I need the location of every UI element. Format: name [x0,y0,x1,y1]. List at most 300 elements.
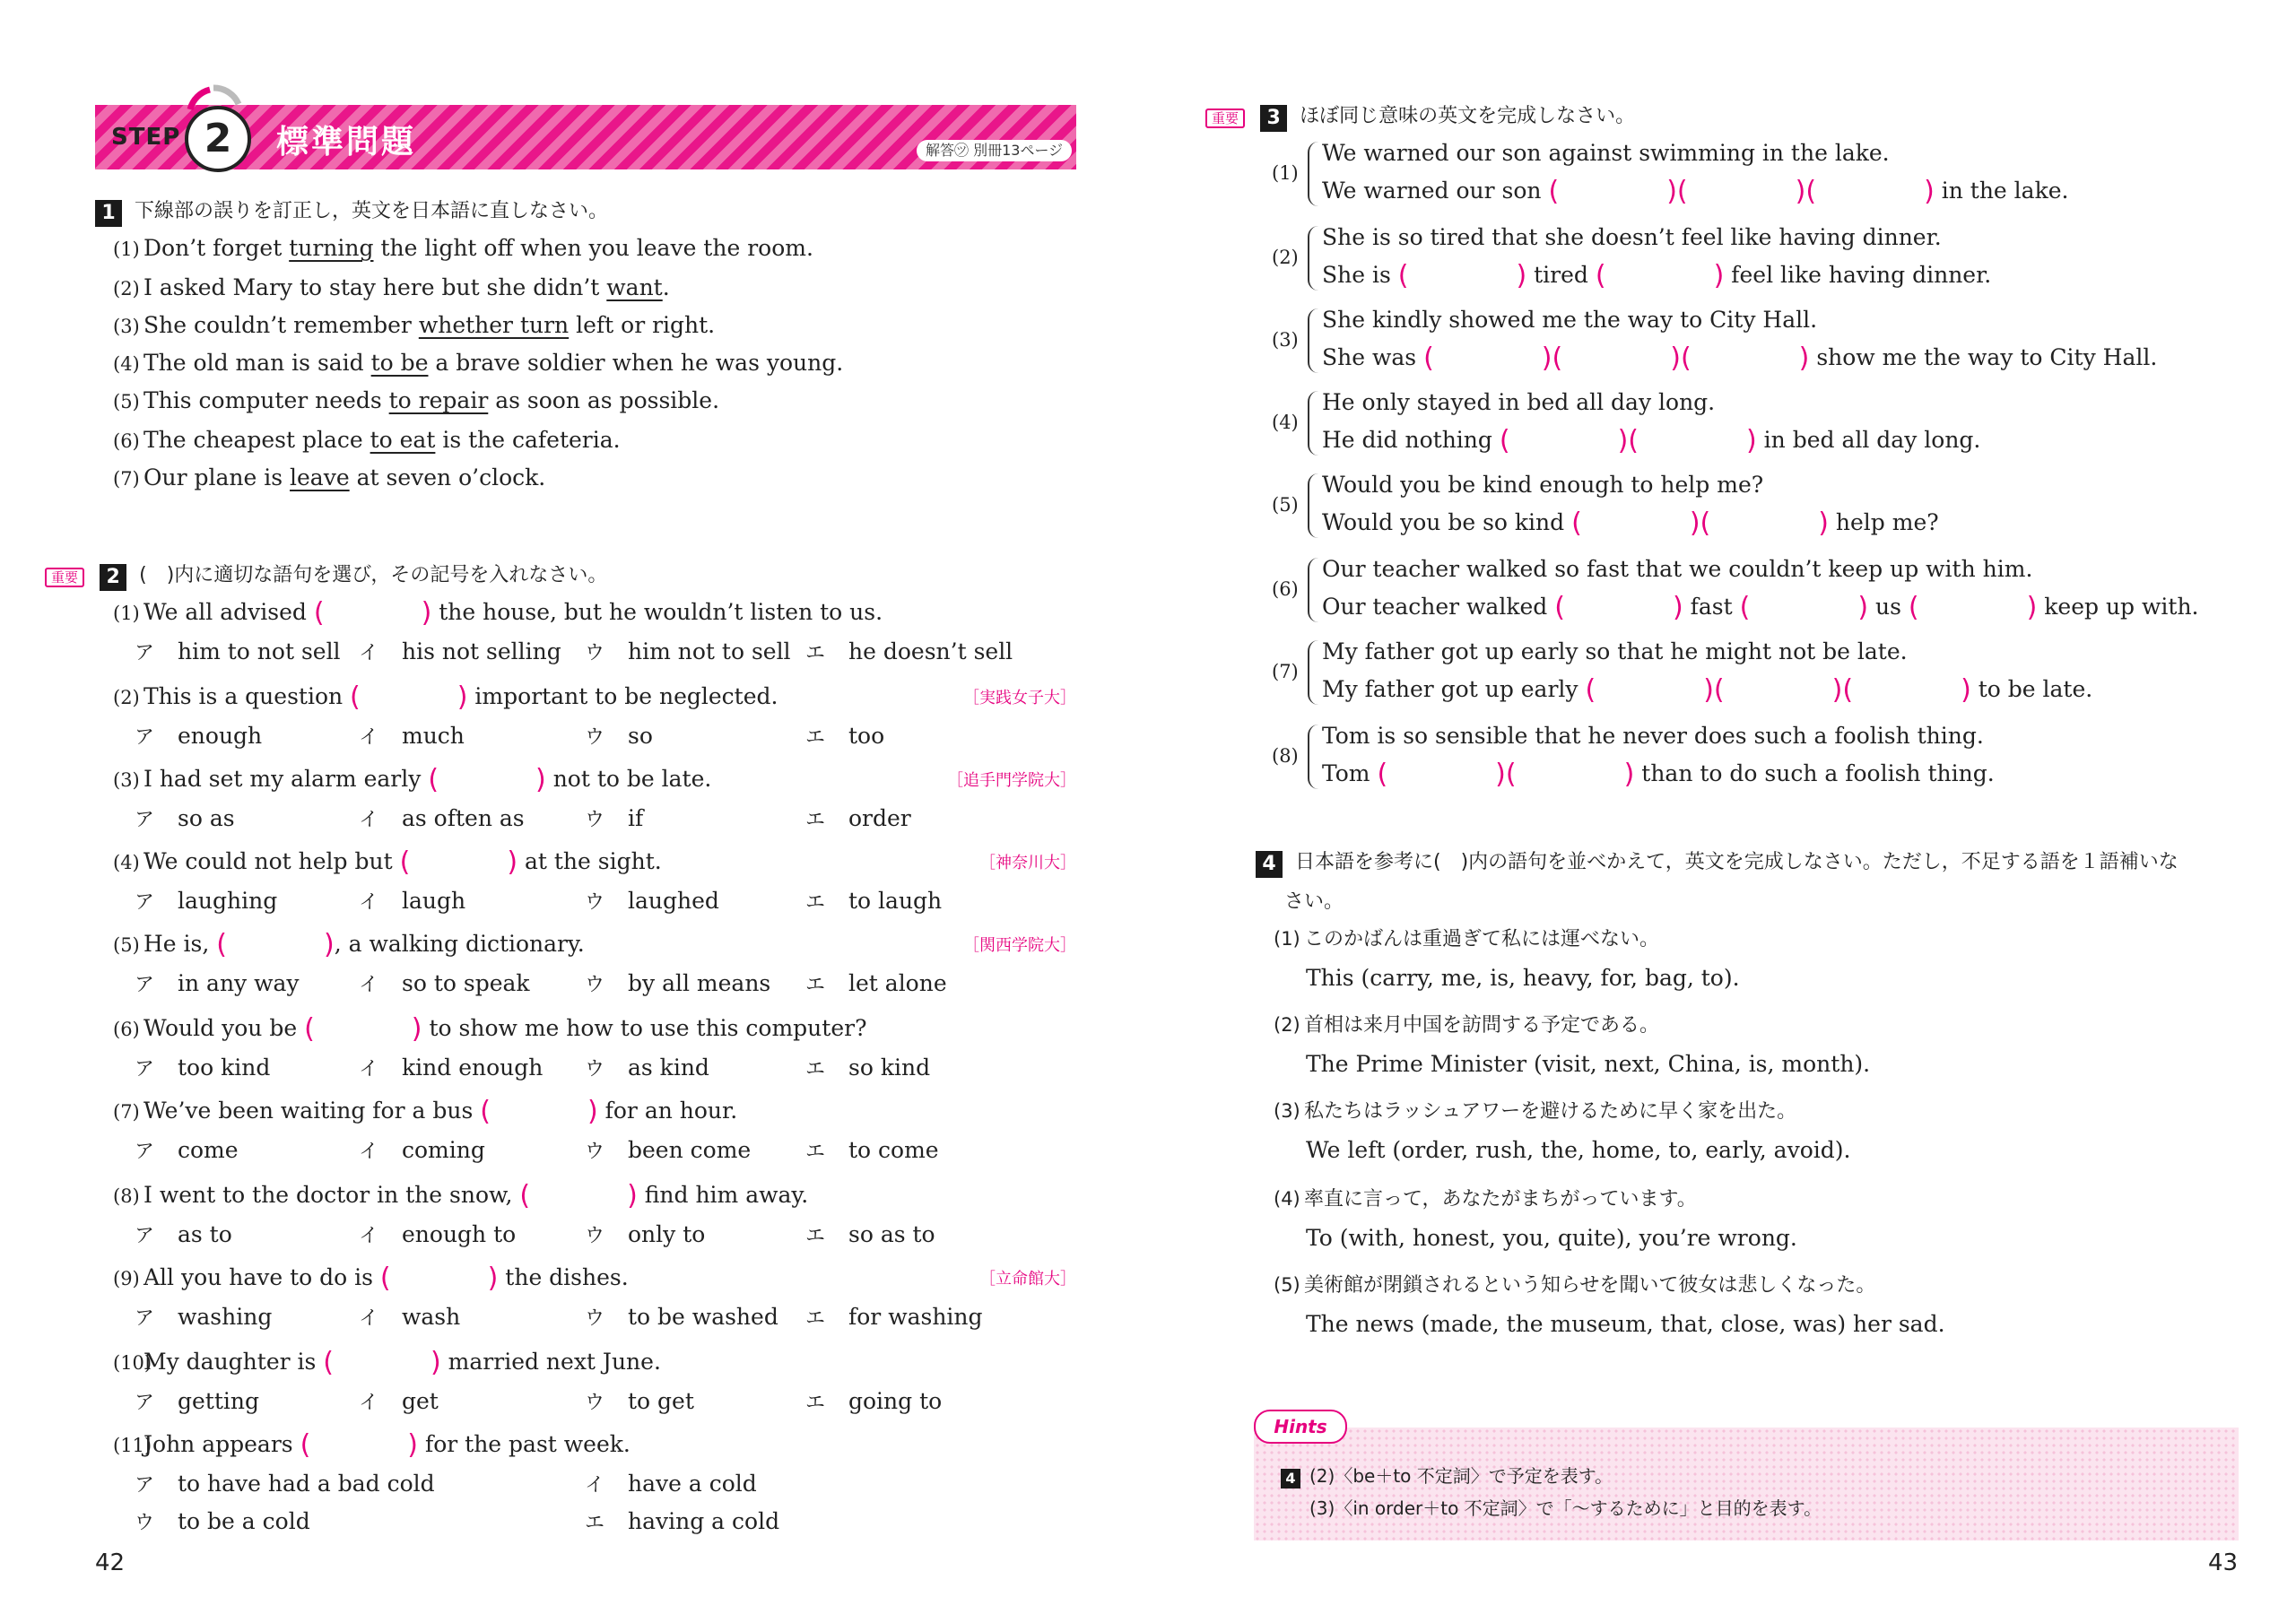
item-number: (2) [1272,247,1299,268]
option-text: going to [848,1388,943,1414]
option[interactable] [805,1304,983,1332]
option-marker: エ [805,974,826,996]
answer-blank[interactable]: ( ) [428,764,546,795]
option[interactable] [585,723,653,751]
option[interactable] [805,638,1013,667]
option-marker: イ [359,1307,379,1330]
q2-item [113,1349,661,1376]
sentence-b-post: to be late. [1970,676,2093,702]
option[interactable] [805,888,942,916]
answer-blank[interactable]: ( ) [1805,176,1935,207]
item-text-post: not to be late. [545,766,712,792]
item-text-pre: Don’t forget [144,235,290,261]
underlined-error[interactable]: turning [289,235,374,261]
answer-blank[interactable]: ( ) [323,1347,441,1378]
answer-blank[interactable]: ( ) [1505,759,1635,790]
option[interactable] [585,888,719,916]
q3-instruction [1205,100,1635,132]
q4-item-japanese [1274,1185,1697,1213]
hints-line-1-text: (2)〈be＋to 不定詞〉で予定を表す。 [1309,1465,1613,1487]
hints-line-2: (3)〈in order＋to 不定詞〉で「〜するために」と目的を表す。 [1309,1497,1822,1519]
option-marker: ウ [585,726,605,749]
item-text-pre: I went to the doctor in the snow, [144,1182,520,1208]
option-marker: ウ [585,974,605,996]
japanese-text: 率直に言って，あなたがまちがっています。 [1304,1188,1697,1211]
item-text-pre: All you have to do is [144,1264,380,1290]
source-university: ［立命館大］ [979,1270,1076,1289]
item-number: (3) [1274,1100,1300,1122]
q4-instruction-line1: 日本語を参考に( )内の語句を並べかえて，英文を完成しなさい。ただし，不足する語を１語補いな [1295,851,2179,873]
item-number: (11) [113,1435,152,1456]
option-marker: ウ [585,642,605,664]
option-text: too [848,723,885,749]
option[interactable] [805,805,911,834]
answer-blank[interactable]: ( ) [1676,176,1806,207]
page-number-right: 43 [2208,1549,2239,1576]
item-number: (2) [113,278,140,299]
q1-item [113,464,545,492]
answer-blank[interactable]: ( ) [1554,592,1683,623]
option-marker: ア [135,1474,155,1497]
option-text: getting [178,1388,259,1414]
option-marker: ウ [585,1392,605,1414]
option[interactable] [585,638,791,667]
answer-blank[interactable]: ( ) [1552,343,1681,374]
answer-reference: 解答㋡ 別冊13ページ [917,140,1072,161]
option[interactable] [135,638,341,667]
q1-item [113,427,621,455]
option-text: laughed [628,888,719,914]
step-number-circle: 2 [185,106,251,172]
sentence-b [1322,676,2092,704]
item-number: (3) [113,316,140,337]
option[interactable] [359,638,561,667]
item-text-pre: We’ve been waiting for a bus [144,1098,481,1124]
q2-item [113,1431,631,1459]
item-number: (5) [113,391,140,412]
option-marker: エ [805,1058,826,1081]
option-marker: イ [359,1058,379,1081]
step-label: STEP [111,124,181,151]
q2-item [113,1264,629,1292]
sentence-b-post: in the lake. [1934,178,2069,204]
answer-blank[interactable]: ( ) [1628,425,1757,456]
option-marker: ア [135,891,155,914]
option-text: to come [848,1137,939,1163]
sentence-b-post: help me? [1828,509,1939,535]
q1-item [113,235,813,263]
answer-blank[interactable]: ( ) [480,1096,598,1127]
option-text: enough [178,723,263,749]
option[interactable] [135,1137,239,1166]
option[interactable] [135,723,262,751]
item-text-post: . [662,274,670,300]
item-number: (10) [113,1352,152,1374]
sentence-a: He only stayed in bed all day long. [1322,389,1716,415]
sentence-b-mid: fast [1683,594,1740,620]
option-text: to have had a bad cold [178,1471,435,1497]
item-text-pre: She couldn’t remember [144,312,419,338]
answer-blank[interactable]: ( ) [300,1429,418,1461]
option-text: been come [628,1137,752,1163]
option-text: too kind [178,1055,271,1081]
option-marker: ア [135,1392,155,1414]
option[interactable] [359,970,530,999]
q4-item-english[interactable]: This (carry, me, is, heavy, for, bag, to). [1306,965,1740,991]
answer-blank[interactable]: ( ) [1842,674,1971,706]
q3-number: 3 [1260,105,1287,132]
answer-blank[interactable]: ( ) [1548,176,1677,207]
item-number: (7) [113,1101,140,1123]
underlined-error[interactable]: want [606,274,663,300]
option-text: so to speak [402,970,530,996]
option-text: for washing [848,1304,983,1330]
item-number: (4) [1274,1188,1300,1210]
q4-item-english[interactable]: The news (made, the museum, that, close, was) her sad. [1306,1311,1945,1337]
option[interactable] [359,1055,543,1083]
option-marker: ウ [585,1307,605,1330]
option-marker: イ [359,809,379,831]
option-marker: イ [359,642,379,664]
option-text: him not to sell [628,638,791,664]
item-text-pre: The old man is said [144,350,371,376]
option-text: to laugh [848,888,943,914]
option[interactable] [359,1304,460,1332]
item-number: (4) [113,353,140,375]
page-number-left: 42 [95,1549,126,1576]
option-text: coming [402,1137,485,1163]
item-text-pre: John appears [144,1431,300,1457]
option-text: in any way [178,970,300,996]
option-text: having a cold [628,1508,780,1534]
q2-item [113,1098,737,1125]
item-text-post: a brave soldier when he was young. [428,350,844,376]
option-text: only to [628,1221,706,1247]
option[interactable] [135,805,235,834]
item-number: (5) [1272,494,1299,516]
item-number: (2) [1274,1014,1300,1036]
option[interactable] [359,1388,439,1417]
item-number: (2) [113,687,140,708]
item-text-post: is the cafeteria. [435,427,621,453]
underlined-error[interactable]: to be [370,350,429,376]
japanese-text: このかばんは重過ぎて私には運べない。 [1304,928,1660,950]
option[interactable] [585,805,643,834]
item-number: (6) [113,1019,140,1040]
option[interactable] [135,1508,310,1537]
item-number: (3) [1272,329,1299,351]
answer-blank[interactable]: ( ) [1397,260,1527,291]
q1-number: 1 [95,200,122,227]
sentence-b [1322,594,2199,621]
sentence-b [1322,760,1995,788]
option-marker: ア [135,1141,155,1163]
option-text: if [628,805,644,831]
option[interactable] [359,1221,516,1250]
q2-item [113,931,585,959]
option-text: as to [178,1221,232,1247]
sentence-a: My father got up early so that he might not be late. [1322,638,1908,664]
underlined-error[interactable]: whether turn [418,312,570,338]
answer-blank[interactable]: ( ) [1423,343,1552,374]
option-marker: ア [135,726,155,749]
q2-item [113,766,711,794]
q2-number: 2 [100,564,126,591]
option[interactable] [135,1304,272,1332]
item-number: (7) [1272,661,1299,682]
item-number: (3) [113,769,140,791]
option-marker: イ [359,1225,379,1247]
answer-blank[interactable]: ( ) [313,597,432,629]
q4-number: 4 [1256,851,1283,878]
option[interactable] [135,1055,270,1083]
option-marker: イ [359,1392,379,1414]
q1-item [113,350,843,378]
item-text-pre: Our plane is [144,464,291,490]
source-university: ［追手門学院大］ [947,771,1076,790]
item-number: (4) [1272,412,1299,433]
sentence-a: We warned our son against swimming in the lake. [1322,140,1890,166]
item-text-post: left or right. [569,312,716,338]
option-marker: ウ [135,1512,155,1534]
option-marker: エ [805,891,826,914]
item-text-pre: The cheapest place [144,427,370,453]
option-text: him to not sell [178,638,341,664]
brace [1308,473,1318,538]
brace [1308,226,1318,291]
item-text-pre: We all advised [144,599,314,625]
option-text: as often as [402,805,525,831]
option-marker: ア [135,974,155,996]
sentence-b-post: keep up with. [2037,594,2199,620]
option-marker: ウ [585,891,605,914]
sentence-a: Would you be kind enough to help me? [1322,472,1764,498]
option[interactable] [805,1388,942,1417]
item-text-pre: Would you be [144,1015,305,1041]
page-title: 標準問題 [276,124,417,161]
option[interactable] [135,1221,232,1250]
source-university: ［関西学院大］ [963,936,1076,955]
option-marker: ア [135,1225,155,1247]
q2-item [113,1182,808,1210]
option-text: by all means [628,970,771,996]
option-text: so as [178,805,235,831]
sentence-a: She is so tired that she doesn’t feel like having dinner. [1322,224,1942,250]
item-text-pre: I had set my alarm early [144,766,429,792]
option-marker: ア [135,642,155,664]
option[interactable] [585,1221,705,1250]
item-number: (1) [1274,928,1300,950]
q4-item-japanese [1274,1011,1659,1039]
item-text-pre: This computer needs [144,387,389,413]
option-marker: イ [359,891,379,914]
item-text-pre: He is, [144,931,217,957]
answer-blank[interactable]: ( ) [350,681,468,713]
option[interactable] [805,1055,930,1083]
q1-item [113,387,719,415]
option-marker: エ [585,1512,605,1534]
q4-item-english[interactable]: We left (order, rush, the, home, to, early, avoid). [1306,1137,1851,1163]
sentence-a: She kindly showed me the way to City Hall. [1322,307,1818,333]
option[interactable] [359,805,525,834]
answer-blank[interactable]: ( ) [1499,425,1629,456]
sentence-b-mid: us [1868,594,1909,620]
option[interactable] [585,1471,757,1499]
item-number: (4) [113,852,140,873]
option[interactable] [805,1137,939,1166]
option[interactable] [135,888,277,916]
japanese-text: 首相は来月中国を訪問する予定である。 [1304,1014,1660,1037]
sentence-b-pre: Our teacher walked [1322,594,1555,620]
brace [1308,142,1318,206]
item-text-pre: This is a question [144,683,351,709]
q4-item-english[interactable]: To (with, honest, you, quite), you’re wrong. [1306,1225,1797,1251]
option-text: kind enough [402,1055,544,1081]
answer-blank[interactable]: ( ) [1680,343,1810,374]
option-text: wash [402,1304,461,1330]
item-text-post: the light off when you leave the room. [373,235,813,261]
item-text-post: at the sight. [517,848,662,874]
option[interactable] [135,1471,435,1499]
item-number: (9) [113,1268,140,1289]
hints-line-1 [1281,1462,1613,1488]
answer-blank[interactable]: ( ) [1700,508,1829,539]
q1-instruction-text: 下線部の誤りを訂正し，英文を日本語に直しなさい。 [135,200,609,222]
option[interactable] [805,970,947,999]
sentence-b-post: feel like having dinner. [1724,262,1992,288]
option[interactable] [359,723,465,751]
answer-blank[interactable]: ( ) [1377,759,1506,790]
option-text: his not selling [402,638,561,664]
item-number: (8) [1272,745,1299,767]
option-marker: ウ [585,1225,605,1247]
answer-blank[interactable]: ( ) [379,1263,499,1294]
q2-item [113,599,883,627]
q2-instruction-text: ( )内に適切な語句を選び，その記号を入れなさい。 [139,564,608,586]
sentence-b-post: than to do such a foolish thing. [1634,760,1995,786]
item-text-post: at seven o’clock. [349,464,546,490]
q2-item [113,1015,866,1043]
underlined-error[interactable]: to eat [370,427,436,453]
sentence-b [1322,262,1991,290]
option-marker: エ [805,809,826,831]
hints-label: Hints [1254,1410,1347,1444]
item-number: (5) [113,934,140,956]
sentence-b-pre: My father got up early [1322,676,1586,702]
brace [1308,391,1318,456]
option-text: come [178,1137,239,1163]
sentence-b-pre: We warned our son [1322,178,1549,204]
q4-item-japanese [1274,1271,1875,1299]
option[interactable] [135,970,300,999]
item-text-post: to show me how to use this computer? [422,1015,867,1041]
item-text-post: as soon as possible. [488,387,720,413]
option-marker: エ [805,726,826,749]
item-number: (7) [113,468,140,490]
sentence-b [1322,509,1939,537]
sentence-b-pre: Tom [1322,760,1378,786]
option-text: get [402,1388,439,1414]
answer-blank[interactable]: ( ) [1595,260,1725,291]
brace [1308,725,1318,789]
sentence-a: Our teacher walked so fast that we couldn’t keep up with him. [1322,556,2033,582]
option-marker: イ [585,1474,605,1497]
option[interactable] [585,970,770,999]
hints-number: 4 [1281,1469,1300,1488]
q2-instruction [45,560,607,591]
option-text: laughing [178,888,278,914]
item-number: (6) [113,430,140,452]
option-text: so as to [848,1221,935,1247]
option-marker: エ [805,1225,826,1247]
option-text: as kind [628,1055,709,1081]
option-marker: エ [805,1307,826,1330]
sentence-b-pre: He did nothing [1322,427,1500,453]
brace [1308,640,1318,705]
option-text: laugh [402,888,466,914]
answer-blank[interactable]: ( ) [1908,592,2038,623]
option[interactable] [585,1304,778,1332]
option-marker: エ [805,642,826,664]
q3-instruction-text: ほぼ同じ意味の英文を完成しなさい。 [1300,105,1636,127]
option-marker: エ [805,1141,826,1163]
option[interactable] [805,723,884,751]
answer-blank[interactable]: ( ) [304,1013,422,1045]
item-number: (5) [1274,1274,1300,1296]
answer-blank[interactable]: ( ) [519,1180,638,1211]
sentence-b [1322,178,2068,205]
option[interactable] [585,1137,751,1166]
option-text: enough to [402,1221,517,1247]
answer-blank[interactable]: ( ) [216,929,335,960]
option[interactable] [135,1388,259,1417]
item-text-pre: My daughter is [144,1349,324,1375]
item-number: (1) [1272,162,1299,184]
item-text-post: the house, but he wouldn’t listen to us. [431,599,883,625]
option[interactable] [359,888,465,916]
option-text: order [848,805,911,831]
answer-blank[interactable]: ( ) [1571,508,1700,539]
sentence-b [1322,344,2157,372]
item-text-post: married next June. [440,1349,661,1375]
option-marker: イ [359,1141,379,1163]
answer-blank[interactable]: ( ) [1585,674,1714,706]
option-marker: ウ [585,1141,605,1163]
japanese-text: 美術館が閉鎖されるという知らせを聞いて彼女は悲しくなった。 [1304,1274,1876,1297]
sentence-b [1322,427,1980,455]
option[interactable] [805,1221,935,1250]
option-marker: ウ [585,1058,605,1081]
sentence-b-pre: She was [1322,344,1424,370]
option-text: to get [628,1388,694,1414]
answer-blank[interactable]: ( ) [399,846,518,878]
option[interactable] [585,1055,709,1083]
option-text: to be washed [628,1304,778,1330]
q4-item-english[interactable]: The Prime Minister (visit, next, China, is, month). [1306,1051,1871,1077]
option-text: washing [178,1304,273,1330]
item-text-pre: We could not help but [144,848,400,874]
underlined-error[interactable]: to repair [388,387,489,413]
answer-blank[interactable]: ( ) [1739,592,1869,623]
option[interactable] [585,1508,779,1537]
option[interactable] [359,1137,485,1166]
source-university: ［実践女子大］ [963,689,1076,707]
option[interactable] [585,1388,694,1417]
underlined-error[interactable]: leave [290,464,350,490]
q1-item [113,312,715,340]
item-text-post: important to be neglected. [467,683,778,709]
answer-blank[interactable]: ( ) [1713,674,1843,706]
